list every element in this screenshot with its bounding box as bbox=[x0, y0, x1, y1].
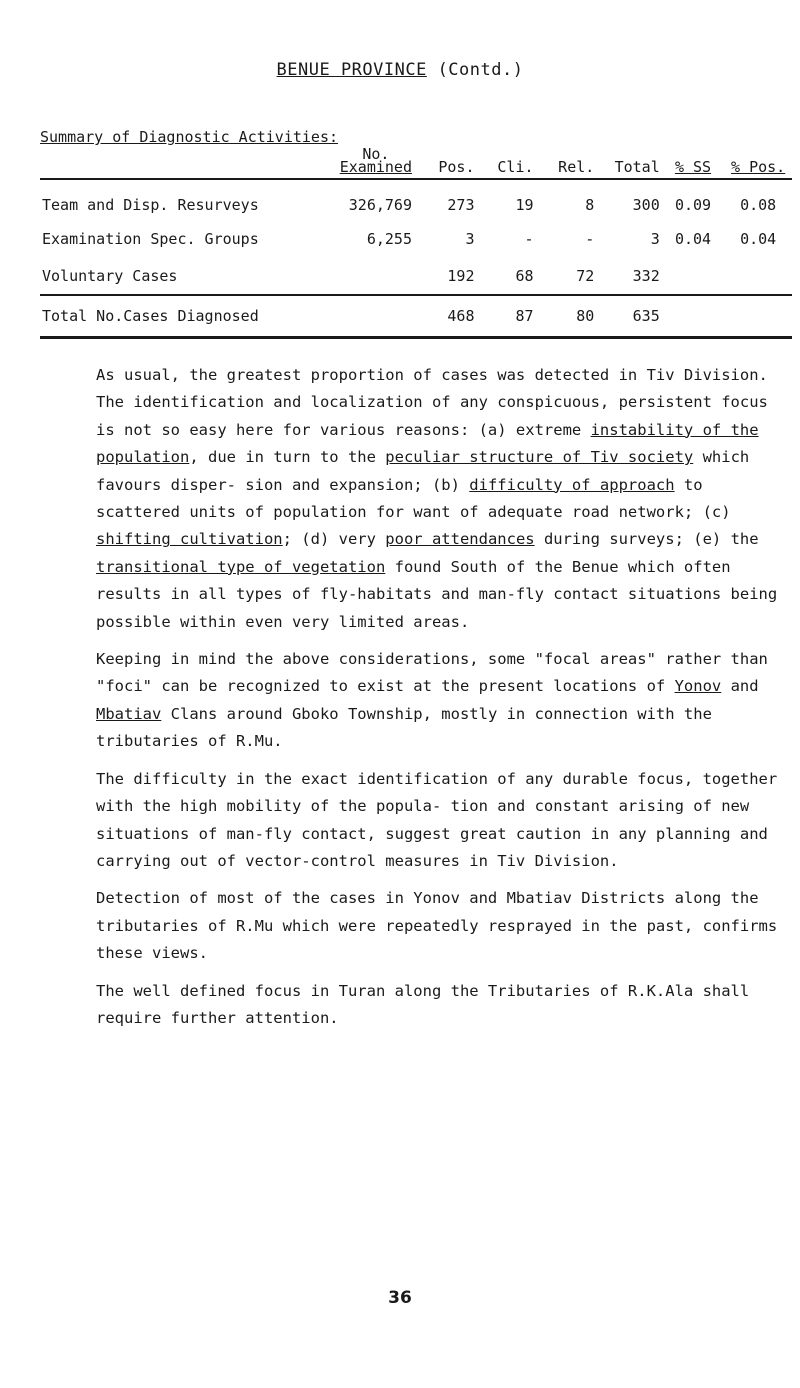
total-column-header: Total bbox=[614, 158, 660, 176]
row-pct-pos bbox=[724, 257, 792, 295]
row-cli: 19 bbox=[515, 196, 534, 214]
p1-text-5: ; (d) very bbox=[282, 530, 386, 549]
row-ss: 0.04 bbox=[674, 229, 712, 248]
total-pct-pos bbox=[724, 295, 792, 338]
row-label: Voluntary Cases bbox=[42, 266, 178, 285]
section-title: Summary of Diagnostic Activities: bbox=[40, 128, 339, 146]
table-row bbox=[40, 220, 792, 257]
row-examined bbox=[307, 257, 414, 295]
row-rel: 8 bbox=[585, 196, 595, 214]
paragraph-5: The well defined focus in Turan along the Tributaries of R.K.Ala shall require further attention. bbox=[96, 981, 750, 1027]
pct-pos-header-label: % Pos. bbox=[731, 158, 786, 176]
row-pct-pos: 0.08 bbox=[740, 196, 777, 214]
paragraph-1 bbox=[58, 362, 794, 636]
p2-text-2: and bbox=[721, 677, 759, 696]
row-total: 300 bbox=[632, 196, 660, 214]
paragraph-2 bbox=[58, 646, 794, 756]
rel-column-header: Rel. bbox=[558, 158, 595, 176]
row-rel: - bbox=[585, 229, 595, 248]
page-title-suffix: (Contd.) bbox=[426, 60, 524, 80]
paragraph-4: Detection of most of the cases in Yonov and Mbatiav Districts along the tributaries of R.Mu which were repeatedly resprayed in the past, confirms these views. bbox=[96, 889, 778, 963]
pct-pos-column-header bbox=[724, 148, 792, 179]
total-row bbox=[40, 295, 792, 338]
p1-emphasis-cultivation: shifting cultivation bbox=[96, 530, 283, 549]
row-pct-pos: 0.04 bbox=[740, 229, 777, 248]
row-rel: 72 bbox=[576, 266, 595, 285]
total-total: 635 bbox=[632, 307, 660, 325]
examined-column-header bbox=[307, 145, 414, 179]
label-column-header bbox=[40, 148, 307, 179]
row-cli: - bbox=[524, 229, 534, 248]
p1-text-4: to scattered units of population for want of adequate road network; (c) bbox=[96, 475, 731, 522]
page-number: 36 bbox=[388, 1288, 412, 1308]
p1-emphasis-attendances: poor attendances bbox=[385, 530, 535, 549]
p2-emphasis-yonov: Yonov bbox=[674, 677, 722, 696]
row-pos: 273 bbox=[447, 196, 475, 214]
cli-column-header: Cli. bbox=[497, 158, 534, 176]
pos-column-header: Pos. bbox=[438, 158, 475, 176]
table-row bbox=[40, 179, 792, 220]
p1-text-7: found South of the Benue which often results in all types of fly-habitats and man-fly contact situations being possible within even very limited areas. bbox=[96, 557, 778, 631]
row-pos: 3 bbox=[465, 229, 475, 248]
examined-header-top: No. bbox=[362, 145, 390, 163]
total-label: Total No.Cases Diagnosed bbox=[42, 307, 259, 325]
p1-text-3: which favours disper- sion and expansion; (b) bbox=[96, 448, 750, 494]
p1-text-6: during surveys; (e) the bbox=[534, 530, 759, 549]
total-cli: 87 bbox=[515, 307, 534, 325]
row-examined: 6,255 bbox=[366, 229, 412, 248]
ss-header-label: % SS bbox=[674, 158, 712, 176]
row-pos: 192 bbox=[447, 266, 475, 285]
diagnostic-summary-table bbox=[40, 145, 792, 339]
p1-text-1: As usual, the greatest proportion of cases was detected in Tiv Division. The identification and localization of any conspicuous, persistent focus is not so easy here for various reasons: (a) extreme bbox=[96, 366, 768, 439]
ss-column-header bbox=[662, 148, 725, 179]
p1-emphasis-instability: instability of the population bbox=[96, 420, 759, 467]
row-total: 332 bbox=[632, 266, 660, 285]
row-ss bbox=[662, 257, 725, 295]
row-label: Examination Spec. Groups bbox=[42, 229, 259, 248]
total-examined bbox=[307, 295, 414, 338]
row-examined: 326,769 bbox=[348, 196, 412, 214]
examined-header-bottom: Examined bbox=[339, 158, 412, 176]
total-ss bbox=[662, 295, 725, 338]
body-text bbox=[58, 362, 794, 1042]
row-total: 3 bbox=[650, 229, 660, 248]
total-pos: 468 bbox=[447, 307, 475, 325]
p2-text-3: Clans around Gboko Township, mostly in connection with the tributaries of R.Mu. bbox=[96, 704, 712, 751]
page-title-province: BENUE PROVINCE bbox=[276, 60, 427, 80]
table-row bbox=[40, 257, 792, 295]
table-header-row bbox=[40, 148, 792, 179]
row-cli: 68 bbox=[515, 266, 534, 285]
p2-emphasis-mbatiav: Mbatiav bbox=[96, 704, 162, 723]
paragraph-3: The difficulty in the exact identification of any durable focus, together with the high mobility of the popula- tion and constant arising of new situations of man-fly contact, suggest great caution in any planning and carrying out of vector-control measures in Tiv Division. bbox=[96, 769, 778, 870]
p1-emphasis-approach: difficulty of approach bbox=[469, 475, 675, 494]
p1-emphasis-vegetation: transitional type of vegetation bbox=[96, 557, 386, 576]
row-label: Team and Disp. Resurveys bbox=[42, 196, 259, 214]
total-rel: 80 bbox=[576, 307, 595, 325]
p2-text-1: Keeping in mind the above considerations, some "focal areas" rather than "foci" can be recognized to exist at the present locations of bbox=[96, 650, 768, 696]
page-title bbox=[0, 60, 800, 80]
p1-emphasis-structure: peculiar structure of Tiv society bbox=[385, 448, 694, 467]
p1-text-2: , due in turn to the bbox=[189, 448, 386, 467]
row-ss: 0.09 bbox=[674, 196, 712, 214]
